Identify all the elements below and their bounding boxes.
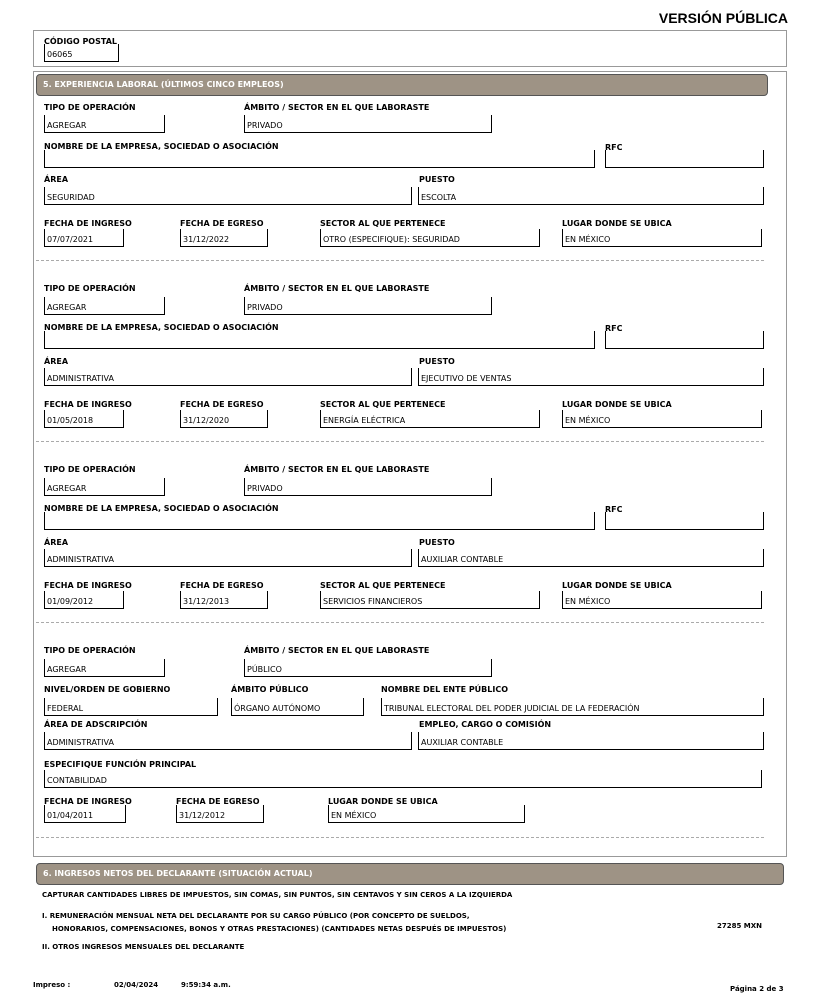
fecha-ingreso-label: FECHA DE INGRESO <box>44 797 132 806</box>
fecha-egreso-field: 31/12/2022 <box>180 229 268 247</box>
area-field: SEGURIDAD <box>44 187 412 205</box>
tipo-operacion-field: AGREGAR <box>44 478 165 496</box>
area-label: ÁREA <box>44 175 69 184</box>
document-title: VERSIÓN PÚBLICA <box>658 10 788 26</box>
rfc-label: RFC <box>605 143 623 152</box>
ambito-sector-field: PÚBLICO <box>244 659 492 677</box>
lugar-label: LUGAR DONDE SE UBICA <box>562 581 672 590</box>
fecha-ingreso-label: FECHA DE INGRESO <box>44 400 132 409</box>
rfc-field <box>605 331 764 349</box>
nombre-empresa-field <box>44 331 595 349</box>
rfc-field <box>605 512 764 530</box>
area-field: ADMINISTRATIVA <box>44 549 412 567</box>
fecha-egreso-label: FECHA DE EGRESO <box>176 797 260 806</box>
puesto-field: AUXILIAR CONTABLE <box>418 549 764 567</box>
fecha-egreso-field: 31/12/2013 <box>180 591 268 609</box>
lugar-label: LUGAR DONDE SE UBICA <box>562 219 672 228</box>
puesto-field: ESCOLTA <box>418 187 764 205</box>
rfc-label: RFC <box>605 324 623 333</box>
section6-instruction: CAPTURAR CANTIDADES LIBRES DE IMPUESTOS, SIN COMAS, SIN PUNTOS, SIN CENTAVOS Y SIN CEROS A LA IZQUIERDA <box>42 891 513 899</box>
especifique-funcion-label: ESPECIFIQUE FUNCIÓN PRINCIPAL <box>44 760 197 769</box>
section5-header: 5. EXPERIENCIA LABORAL (ÚLTIMOS CINCO EMPLEOS) <box>36 74 768 96</box>
section6-header: 6. INGRESOS NETOS DEL DECLARANTE (SITUACIÓN ACTUAL) <box>36 863 784 885</box>
tipo-operacion-label: TIPO DE OPERACIÓN <box>44 284 136 293</box>
lugar-field: EN MÉXICO <box>562 591 762 609</box>
postal-code-label: CÓDIGO POSTAL <box>44 37 117 46</box>
ambito-sector-label: ÁMBITO / SECTOR EN EL QUE LABORASTE <box>244 646 430 655</box>
job-separator <box>36 622 764 623</box>
rfc-field <box>605 150 764 168</box>
footer-page-number: Página 2 de 3 <box>730 985 784 993</box>
fecha-ingreso-field: 01/04/2011 <box>44 805 126 823</box>
area-label: ÁREA <box>44 357 69 366</box>
puesto-label: PUESTO <box>419 538 455 547</box>
postal-code-box <box>33 30 787 67</box>
fecha-egreso-label: FECHA DE EGRESO <box>180 581 264 590</box>
ambito-sector-field: PRIVADO <box>244 297 492 315</box>
nombre-empresa-field <box>44 150 595 168</box>
area-adscripcion-field: ADMINISTRATIVA <box>44 732 412 750</box>
footer-date: 02/04/2024 <box>114 981 159 989</box>
ambito-sector-label: ÁMBITO / SECTOR EN EL QUE LABORASTE <box>244 103 430 112</box>
ambito-sector-label: ÁMBITO / SECTOR EN EL QUE LABORASTE <box>244 465 430 474</box>
rfc-label: RFC <box>605 505 623 514</box>
tipo-operacion-field: AGREGAR <box>44 659 165 677</box>
lugar-field: EN MÉXICO <box>562 229 762 247</box>
job-separator <box>36 260 764 261</box>
fecha-ingreso-field: 01/09/2012 <box>44 591 124 609</box>
ambito-sector-label: ÁMBITO / SECTOR EN EL QUE LABORASTE <box>244 284 430 293</box>
nombre-empresa-label: NOMBRE DE LA EMPRESA, SOCIEDAD O ASOCIACIÓN <box>44 323 279 332</box>
fecha-egreso-label: FECHA DE EGRESO <box>180 400 264 409</box>
fecha-ingreso-field: 01/05/2018 <box>44 410 124 428</box>
empleo-cargo-field: AUXILIAR CONTABLE <box>418 732 764 750</box>
fecha-egreso-field: 31/12/2012 <box>176 805 264 823</box>
ambito-sector-field: PRIVADO <box>244 478 492 496</box>
lugar-field: EN MÉXICO <box>562 410 762 428</box>
postal-code-field: 06065 <box>44 44 119 62</box>
job-separator <box>36 837 764 838</box>
sector-field: ENERGÍA ELÉCTRICA <box>320 410 540 428</box>
ambito-publico-label: ÁMBITO PÚBLICO <box>231 685 309 694</box>
area-adscripcion-label: ÁREA DE ADSCRIPCIÓN <box>44 720 148 729</box>
job-separator <box>36 441 764 442</box>
section6-item1-line1: I. REMUNERACIÓN MENSUAL NETA DEL DECLARANTE POR SU CARGO PÚBLICO (POR CONCEPTO DE SUELDOS, <box>42 912 470 920</box>
especifique-funcion-field: CONTABILIDAD <box>44 770 762 788</box>
lugar-field: EN MÉXICO <box>328 805 525 823</box>
section6-item1-line2: HONORARIOS, COMPENSACIONES, BONOS Y OTRAS PRESTACIONES) (CANTIDADES NETAS DESPUÉS DE IMPUESTOS) <box>52 925 507 933</box>
puesto-field: EJECUTIVO DE VENTAS <box>418 368 764 386</box>
sector-label: SECTOR AL QUE PERTENECE <box>320 581 446 590</box>
section6-item2: II. OTROS INGRESOS MENSUALES DEL DECLARANTE <box>42 943 245 951</box>
fecha-egreso-label: FECHA DE EGRESO <box>180 219 264 228</box>
lugar-label: LUGAR DONDE SE UBICA <box>328 797 438 806</box>
section6-item1-value: 27285 MXN <box>717 922 763 930</box>
sector-label: SECTOR AL QUE PERTENECE <box>320 219 446 228</box>
fecha-ingreso-field: 07/07/2021 <box>44 229 124 247</box>
fecha-ingreso-label: FECHA DE INGRESO <box>44 581 132 590</box>
sector-field: SERVICIOS FINANCIEROS <box>320 591 540 609</box>
area-field: ADMINISTRATIVA <box>44 368 412 386</box>
footer-time: 9:59:34 a.m. <box>181 981 231 989</box>
nivel-gobierno-label: NIVEL/ORDEN DE GOBIERNO <box>44 685 171 694</box>
footer-printed-label: Impreso : <box>33 981 71 989</box>
sector-label: SECTOR AL QUE PERTENECE <box>320 400 446 409</box>
fecha-egreso-field: 31/12/2020 <box>180 410 268 428</box>
nombre-ente-label: NOMBRE DEL ENTE PÚBLICO <box>381 685 509 694</box>
ambito-publico-field: ÓRGANO AUTÓNOMO <box>231 698 364 716</box>
nombre-empresa-field <box>44 512 595 530</box>
ambito-sector-field: PRIVADO <box>244 115 492 133</box>
lugar-label: LUGAR DONDE SE UBICA <box>562 400 672 409</box>
nivel-gobierno-field: FEDERAL <box>44 698 218 716</box>
puesto-label: PUESTO <box>419 175 455 184</box>
tipo-operacion-field: AGREGAR <box>44 115 165 133</box>
area-label: ÁREA <box>44 538 69 547</box>
tipo-operacion-label: TIPO DE OPERACIÓN <box>44 103 136 112</box>
empleo-cargo-label: EMPLEO, CARGO O COMISIÓN <box>419 720 552 729</box>
nombre-empresa-label: NOMBRE DE LA EMPRESA, SOCIEDAD O ASOCIACIÓN <box>44 504 279 513</box>
fecha-ingreso-label: FECHA DE INGRESO <box>44 219 132 228</box>
tipo-operacion-label: TIPO DE OPERACIÓN <box>44 465 136 474</box>
puesto-label: PUESTO <box>419 357 455 366</box>
tipo-operacion-label: TIPO DE OPERACIÓN <box>44 646 136 655</box>
nombre-ente-field: TRIBUNAL ELECTORAL DEL PODER JUDICIAL DE LA FEDERACIÓN <box>381 698 764 716</box>
tipo-operacion-field: AGREGAR <box>44 297 165 315</box>
sector-field: OTRO (ESPECIFIQUE): SEGURIDAD <box>320 229 540 247</box>
nombre-empresa-label: NOMBRE DE LA EMPRESA, SOCIEDAD O ASOCIACIÓN <box>44 142 279 151</box>
